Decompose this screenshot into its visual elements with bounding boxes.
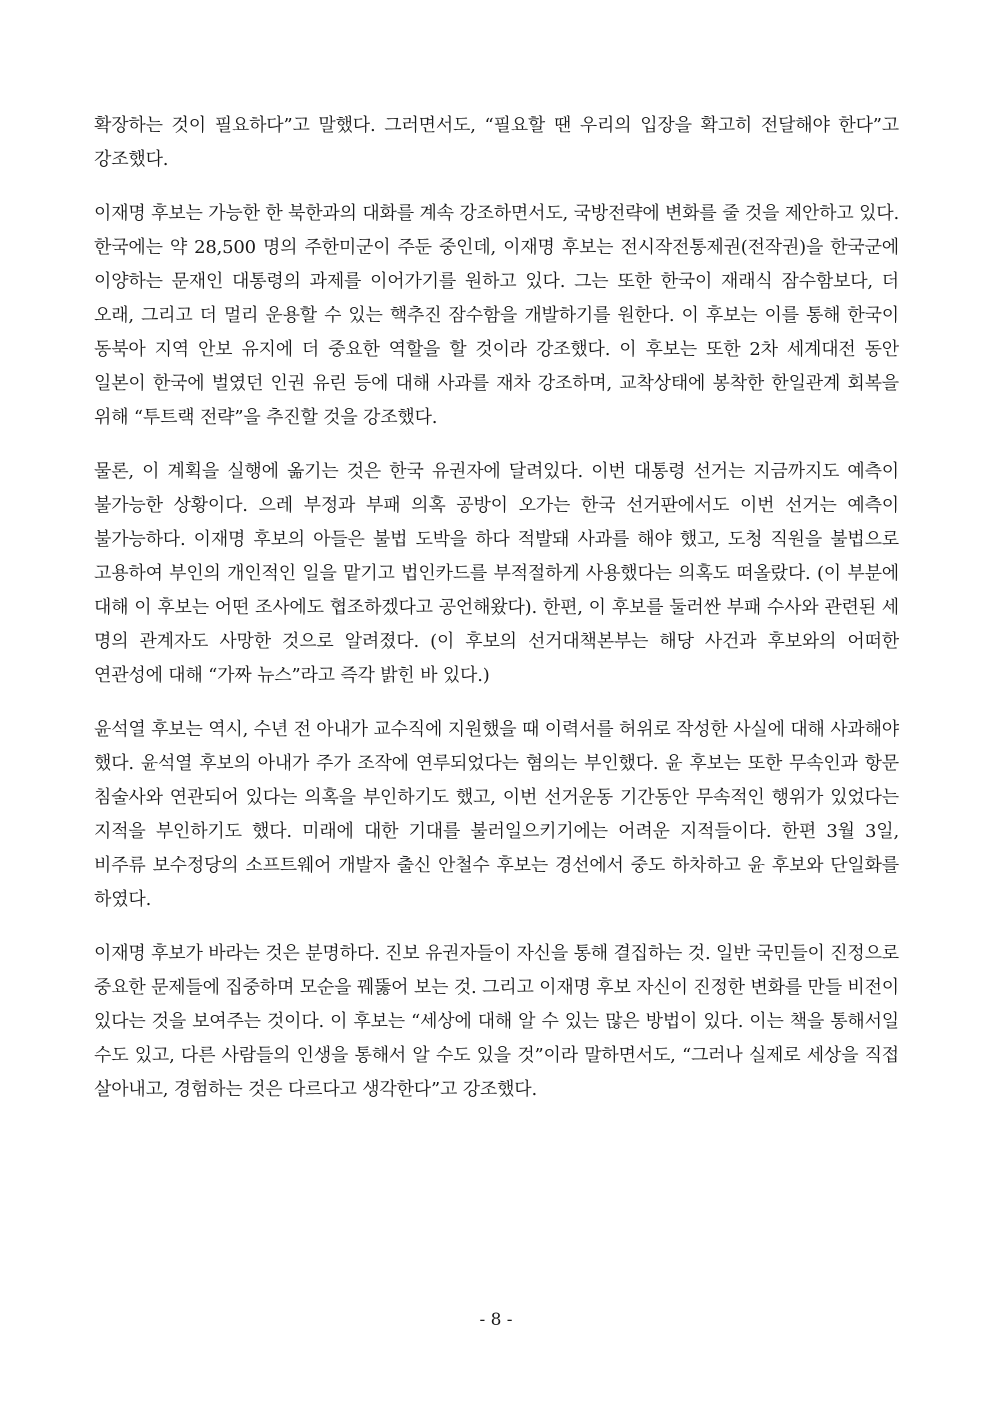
paragraph-4: 윤석열 후보는 역시, 수년 전 아내가 교수직에 지원했을 때 이력서를 허위로 작성한 사실에 대해 사과해야 했다. 윤석열 후보의 아내가 주가 조작에 연루되었다는 혐의는 부인했다. 윤 후보는 또한 무속인과 항문 침술사와 연관되어 있다는 의혹을 부인하기도 했고, 이번 선거운동 기간동안 무속적인 행위가 있었다는 지적을 부인하기도 했다. 미래에 대한 기대를 불러일으키기에는 어려운 지적들이다. 한편 3월 3일, 비주류 보수정당의 소프트웨어 개발자 출신 안철수 후보는 경선에서 중도 하차하고 윤 후보와 단일화를 하였다. [94, 719, 899, 910]
paragraph-3: 물론, 이 계획을 실행에 옮기는 것은 한국 유권자에 달려있다. 이번 대통령 선거는 지금까지도 예측이 불가능한 상황이다. 으레 부정과 부패 의혹 공방이 오가는 한국 선거판에서도 이번 선거는 예측이 불가능하다. 이재명 후보의 아들은 불법 도박을 하다 적발돼 사과를 해야 했고, 도청 직원을 불법으로 고용하여 부인의 개인적인 일을 맡기고 법인카드를 부적절하게 사용했다는 의혹도 떠올랐다. (이 부분에 대해 이 후보는 어떤 조사에도 협조하겠다고 공언해왔다). 한편, 이 후보를 둘러싼 부패 수사와 관련된 세 명의 관계자도 사망한 것으로 알려졌다. (이 후보의 선거대책본부는 해당 사건과 후보와의 어떠한 연관성에 대해 “가짜 뉴스”라고 즉각 밝힌 바 있다.) [94, 461, 899, 686]
paragraph-1: 확장하는 것이 필요하다”고 말했다. 그러면서도, “필요할 땐 우리의 입장을 확고히 전달해야 한다”고 강조했다. [94, 115, 899, 170]
body-text [94, 109, 899, 1127]
paragraph-2: 이재명 후보는 가능한 한 북한과의 대화를 계속 강조하면서도, 국방전략에 변화를 줄 것을 제안하고 있다. 한국에는 약 28,500 명의 주한미군이 주둔 중인데, 이재명 후보는 전시작전통제권(전작권)을 한국군에 이양하는 문재인 대통령의 과제를 이어가기를 원하고 있다. 그는 또한 한국이 재래식 잠수함보다, 더 오래, 그리고 더 멀리 운용할 수 있는 핵추진 잠수함을 개발하기를 원한다. 이 후보는 이를 통해 한국이 동북아 지역 안보 유지에 더 중요한 역할을 할 것이라 강조했다. 이 후보는 또한 2차 세계대전 동안 일본이 한국에 벌였던 인권 유린 등에 대해 사과를 재차 강조하며, 교착상태에 봉착한 한일관계 회복을 위해 “투트랙 전략”을 추진할 것을 강조했다. [94, 203, 899, 428]
paragraph-5: 이재명 후보가 바라는 것은 분명하다. 진보 유권자들이 자신을 통해 결집하는 것. 일반 국민들이 진정으로 중요한 문제들에 집중하며 모순을 꿰뚫어 보는 것. 그리고 이재명 후보 자신이 진정한 변화를 만들 비전이 있다는 것을 보여주는 것이다. 이 후보는 “세상에 대해 알 수 있는 많은 방법이 있다. 이는 책을 통해서일 수도 있고, 다른 사람들의 인생을 통해서 알 수도 있을 것”이라 말하면서도, “그러나 실제로 세상을 직접 살아내고, 경험하는 것은 다르다고 생각한다”고 강조했다. [94, 943, 899, 1100]
page-number: - 8 - [479, 1310, 513, 1330]
